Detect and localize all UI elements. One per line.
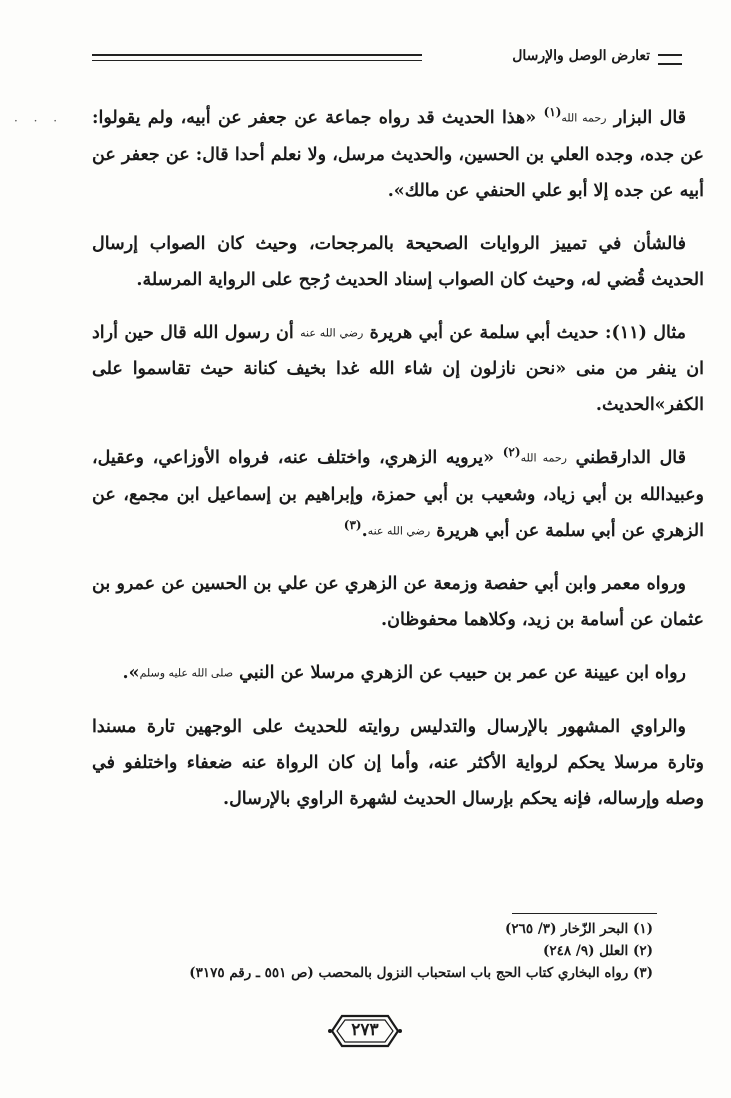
paragraph-text: «يرويه الزهري، واختلف عنه، فرواه الأوزاعي، وعقيل، وعبيدالله بن أبي زياد، وشعيب بن أبي حمزة، وإبراهيم بن إسماعيل ابن مجمع، عن الزهري عن أبي سلمة عن أبي هريرة <box>92 448 704 541</box>
paragraph-sha-n <box>92 226 704 298</box>
paragraph-bazzar <box>92 100 704 209</box>
page-number-medallion <box>326 1008 404 1054</box>
eulogy-salla: صلى الله عليه وسلم <box>139 666 234 680</box>
header-ornament <box>658 54 682 65</box>
eulogy-radiyallahu: رضي الله عنه <box>300 326 364 339</box>
paragraph-text: فالشأن في تمييز الروايات الصحيحة بالمرجحات، وحيث كان الصواب إرسال الحديث قُضي له، وحيث كان الصواب إسناد الحديث رُجح على الرواية المرسلة. <box>92 233 704 290</box>
footnotes <box>93 918 653 984</box>
example-label: مثال (١١): <box>605 322 686 343</box>
header-title: تعارض الوصل والإرسال <box>512 48 650 64</box>
footnote-2: (٢) العلل (٩/ ٢٤٨) <box>543 943 653 959</box>
footnote-ref-1: (١) <box>543 105 562 120</box>
margin-dots: · · · <box>14 114 64 128</box>
running-header <box>92 46 682 72</box>
header-rule <box>92 54 422 61</box>
paragraph-mamar <box>92 566 704 638</box>
eulogy-radiyallahu: رضي الله عنه <box>367 524 431 537</box>
paragraph-text: ». <box>122 663 140 683</box>
paragraph-text: ورواه معمر وابن أبي حفصة وزمعة عن الزهري عن علي بن الحسين عن عمرو بن عثمان عن أسامة بن زيد، وكلاهما محفوظان. <box>92 574 704 630</box>
footnote-separator <box>512 913 657 914</box>
paragraph-text: «هذا الحديث قد رواه جماعة عن جعفر عن أبيه، ولم يقولوا: عن جده، وجده العلي بن الحسين، والحديث مرسل، ولا نعلم أحدا قال: عن جعفر عن أبيه عن جده إلا أبو علي الحنفي عن مالك». <box>92 108 704 201</box>
main-text <box>92 100 704 834</box>
paragraph-text: أن رسول الله قال حين أراد ان ينفر من منى «نحن نازلون إن شاء الله غدا بخيف كنانة حيث تقاسموا على الكفر»الحديث. <box>92 322 704 415</box>
paragraph-daraqutni <box>92 440 704 549</box>
footnote-3: (٣) رواه البخاري كتاب الحج باب استحباب النزول بالمحصب (ص ٥٥١ ـ رقم ٣١٧٥) <box>189 965 653 981</box>
footnote-ref-3: (٣) <box>343 517 362 532</box>
paragraph-text: . <box>361 520 368 541</box>
paragraph-ibn-uyayna <box>92 655 704 692</box>
paragraph-text: قال الدارقطني <box>566 448 686 468</box>
footnote-1: (١) البحر الزّخار (٣/ ٢٦٥) <box>505 921 653 937</box>
paragraph-mudallis <box>92 709 704 817</box>
paragraph-text: قال البزار <box>606 108 687 128</box>
paragraph-text: حديث أبي سلمة عن أبي هريرة <box>363 322 606 343</box>
paragraph-text: رواه ابن عيينة عن عمر بن حبيب عن الزهري مرسلا عن النبي <box>233 663 686 683</box>
page-number: ٢٧٣ <box>351 1020 379 1040</box>
eulogy-rahimahullah: رحمه الله <box>561 111 607 125</box>
paragraph-example-11 <box>92 315 704 424</box>
footnote-ref-2: (٢) <box>502 445 521 460</box>
eulogy-rahimahullah: رحمه الله <box>520 451 567 465</box>
paragraph-text: والراوي المشهور بالإرسال والتدليس روايته للحديث على الوجهين تارة مسندا وتارة مرسلا يحكم لرواية الأكثر عنه، وأما إن كان الرواة عنه ضعفاء واختلفو في وصله وإرساله، فإنه يحكم بإرسال الحديث لشهرة الراوي بالإرسال. <box>92 716 704 809</box>
